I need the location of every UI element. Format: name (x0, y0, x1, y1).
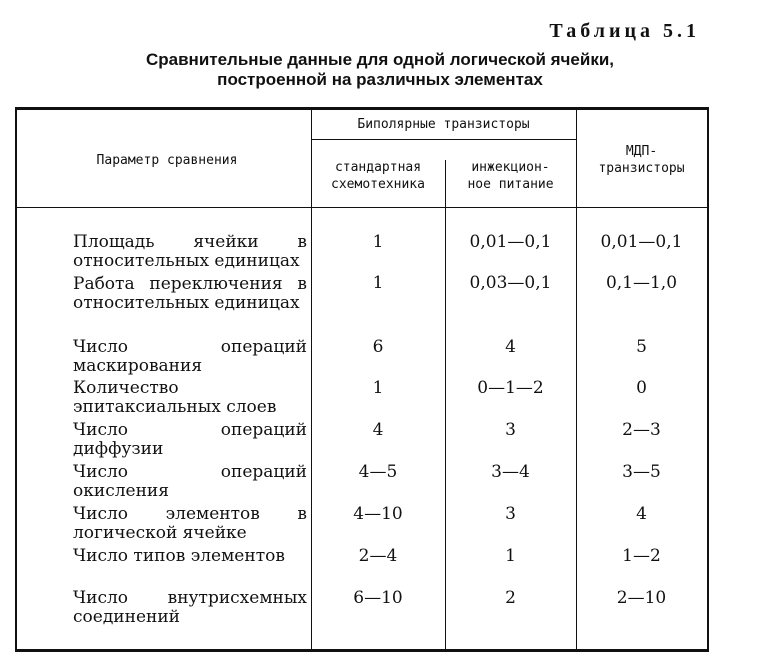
row-injection: 3—4 (491, 462, 530, 482)
row-mos: 1—2 (622, 546, 661, 566)
row-injection: 0,03—0,1 (469, 273, 552, 293)
comparison-table (15, 107, 709, 652)
header-standard-line2: схемотехника (331, 177, 425, 192)
row-standard: 4—10 (353, 504, 403, 524)
row-param: Работа переключения в относительных единицах (73, 274, 307, 313)
table-caption (0, 50, 760, 90)
header-standard (311, 159, 445, 193)
header-mos (576, 143, 707, 177)
table-number: Таблица 5.1 (549, 20, 700, 42)
row-mos: 0 (636, 378, 647, 398)
row-mos: 4 (636, 504, 647, 524)
row-standard: 4—5 (358, 462, 398, 482)
header-injection-line2: ное питание (467, 177, 554, 192)
row-mos: 0,01—0,1 (600, 232, 683, 252)
header-param: Параметр сравнения (96, 153, 238, 168)
row-injection: 3 (505, 420, 516, 440)
row-injection: 3 (505, 504, 516, 524)
row-param: Число операций маскирования (73, 337, 307, 376)
row-mos: 0,1—1,0 (605, 273, 678, 293)
row-param: Число операций окисления (73, 462, 307, 501)
row-standard: 2—4 (358, 546, 398, 566)
bipolar-header-rule (311, 139, 576, 140)
header-mos-line1: МДП- (625, 144, 658, 159)
header-standard-line1: стандартная (334, 160, 422, 175)
row-mos: 5 (636, 337, 647, 357)
header-bipolar: Биполярные транзисторы (357, 117, 530, 132)
row-param: Число операций диффузии (73, 420, 307, 459)
row-injection: 2 (505, 588, 516, 608)
row-standard: 1 (372, 378, 384, 398)
row-injection: 0,01—0,1 (469, 232, 552, 252)
row-standard: 1 (372, 273, 384, 293)
row-standard: 1 (372, 232, 384, 252)
row-injection: 4 (505, 337, 516, 357)
header-injection-line1: инжекцион- (471, 160, 550, 175)
row-param: Площадь ячейки в относительных единицах (73, 232, 307, 271)
row-param: Число элементов в логической ячейке (73, 504, 307, 543)
row-mos: 2—10 (616, 588, 667, 608)
row-standard: 6 (372, 337, 384, 357)
row-mos: 3—5 (622, 462, 661, 482)
header-injection (445, 159, 576, 193)
caption-line-1: Сравнительные данные для одной логической ячейки, (145, 50, 615, 69)
caption-line-2: построенной на различных элементах (217, 70, 543, 89)
header-bottom-rule (17, 207, 707, 208)
row-param: Число внутрисхемных соединений (73, 588, 307, 627)
row-mos: 2—3 (622, 420, 661, 440)
row-param: Число типов элементов (73, 546, 285, 566)
row-injection: 0—1—2 (477, 378, 544, 398)
header-mos-line2: транзисторы (598, 161, 685, 176)
row-standard: 4 (372, 420, 384, 440)
row-param: Количество эпитаксиальных слоев (73, 378, 277, 417)
row-injection: 1 (505, 546, 516, 566)
row-standard: 6—10 (353, 588, 403, 608)
